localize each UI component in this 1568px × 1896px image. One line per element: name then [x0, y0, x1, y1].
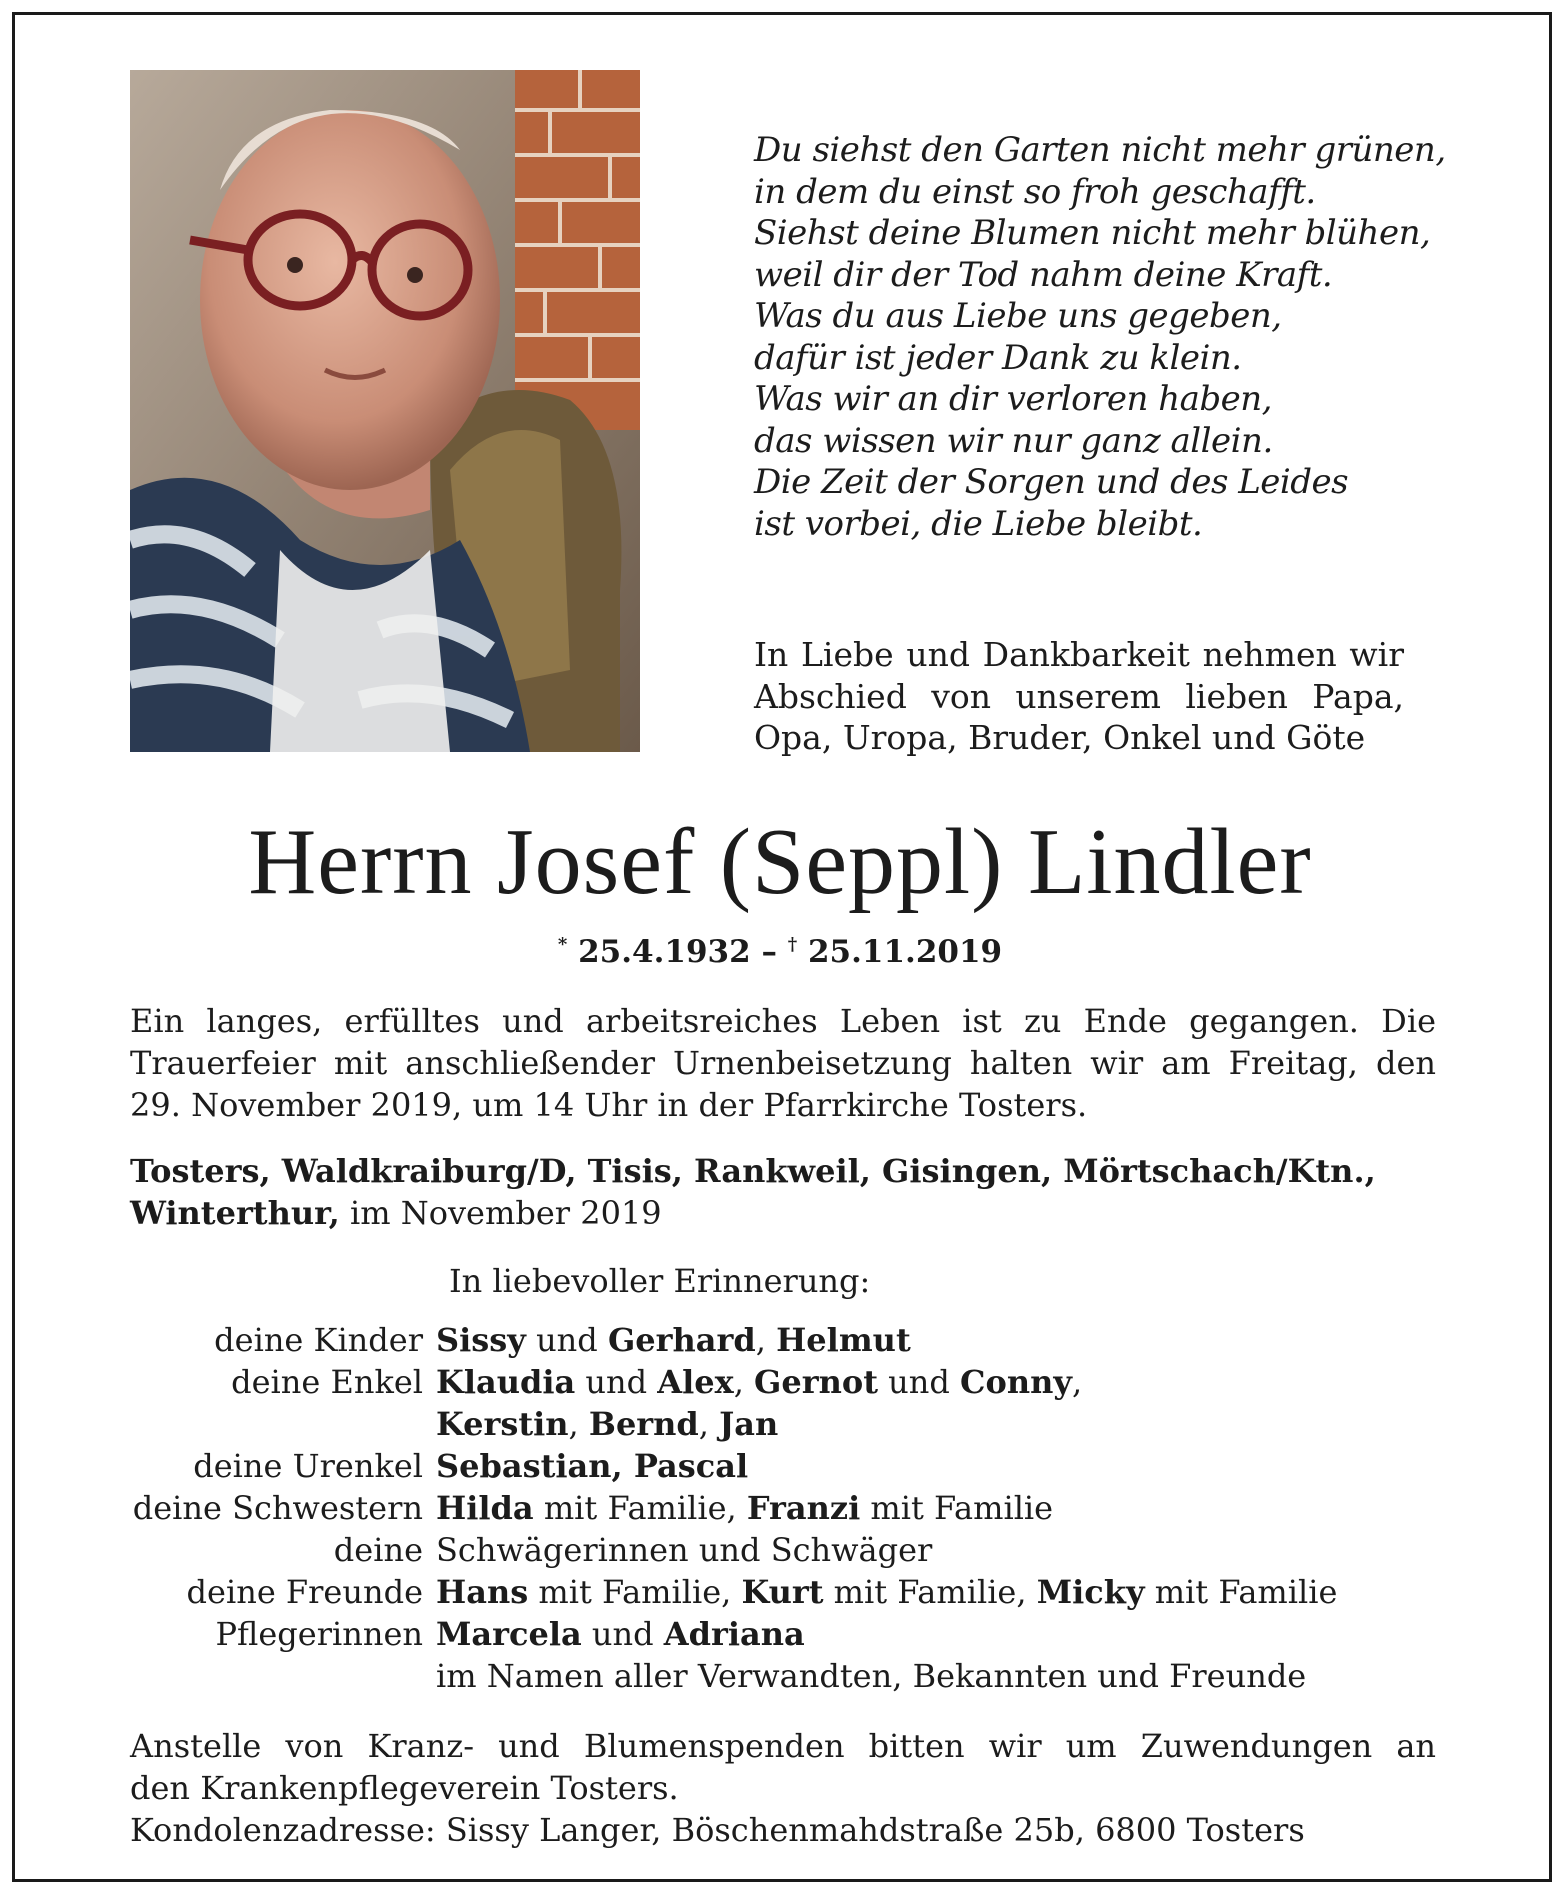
places-date: im November 2019: [339, 1194, 662, 1232]
portrait-photo: [130, 70, 640, 752]
deceased-name: Herrn Josef (Seppl) Lindler: [248, 810, 1312, 914]
death-symbol: †: [787, 934, 798, 955]
survivor-name: Gerhard: [607, 1321, 756, 1359]
paragraph-line: Trauerfeier mit anschließender Urnenbeisetzung halten wir am Freitag, den: [130, 1044, 1436, 1082]
intro-line: Abschied von unserem lieben Papa,: [754, 676, 1404, 716]
list-item: [130, 1655, 1510, 1697]
connector: ,: [733, 1363, 755, 1401]
poem-line: Was wir an dir verloren haben,: [754, 379, 1272, 419]
relation-label: Pflegerinnen: [215, 1615, 423, 1653]
birth-symbol: *: [557, 934, 568, 955]
relation-label: deine Kinder: [214, 1321, 423, 1359]
survivor-name: Micky: [1036, 1573, 1145, 1611]
closing-notes: [130, 1725, 1436, 1851]
survivor-name: Adriana: [663, 1615, 805, 1653]
connector: mit Familie,: [528, 1573, 742, 1611]
connector: ,: [755, 1321, 777, 1359]
list-item: [130, 1403, 1510, 1445]
survivor-name: Hilda: [436, 1489, 534, 1527]
list-item: [130, 1487, 1510, 1529]
relation-label: deine Freunde: [186, 1573, 423, 1611]
survivor-name: Sebastian, Pascal: [436, 1447, 749, 1485]
closing-line: Anstelle von Kranz- und Blumenspenden bitten wir um Zuwendungen an: [130, 1727, 1436, 1765]
funeral-paragraph: [130, 1000, 1436, 1126]
paragraph-line: 29. November 2019, um 14 Uhr in der Pfarrkirche Tosters.: [130, 1086, 1088, 1124]
survivor-name: Gernot: [754, 1363, 878, 1401]
life-dates: [130, 934, 1430, 970]
list-item: [130, 1319, 1510, 1361]
relation-label: deine Enkel: [231, 1363, 423, 1401]
connector: mit Familie,: [823, 1573, 1037, 1611]
poem-line: Siehst deine Blumen nicht mehr blühen,: [754, 213, 1431, 253]
portrait-illustration: [130, 70, 640, 752]
poem-line: dafür ist jeder Dank zu klein.: [754, 337, 1242, 378]
poem-line: ist vorbei, die Liebe bleibt.: [754, 503, 1203, 544]
memory-heading: In liebevoller Erinnerung:: [449, 1262, 871, 1300]
places-bold: Tosters, Waldkraiburg/D, Tisis, Rankweil, Gisingen, Mörtschach/Ktn.,: [130, 1152, 1376, 1190]
survivor-name: Franzi: [746, 1489, 861, 1527]
connector: ,: [1071, 1363, 1083, 1401]
survivors-list: [130, 1319, 1510, 1697]
survivor-text: im Namen aller Verwandten, Bekannten und Freunde: [436, 1657, 1307, 1695]
birth-date: 25.4.1932: [578, 934, 751, 970]
poem-line: Die Zeit der Sorgen und des Leides: [754, 462, 1349, 502]
list-item: [130, 1445, 1510, 1487]
survivor-name: Jan: [719, 1405, 779, 1443]
connector: und: [575, 1363, 658, 1401]
places-bold-2: Winterthur,: [130, 1194, 340, 1232]
poem-line: weil dir der Tod nahm deine Kraft.: [754, 254, 1333, 295]
places-line: [130, 1150, 1450, 1234]
survivor-name: Klaudia: [436, 1363, 576, 1401]
survivor-name: Bernd: [588, 1405, 699, 1443]
date-dash: –: [750, 934, 788, 970]
relation-label: deine Schwestern: [132, 1489, 423, 1527]
farewell-intro: [754, 634, 1404, 759]
poem-line: das wissen wir nur ganz allein.: [754, 420, 1273, 461]
connector: mit Familie: [860, 1489, 1054, 1527]
survivor-name: Alex: [657, 1363, 734, 1401]
intro-line: Opa, Uropa, Bruder, Onkel und Göte: [754, 718, 1366, 757]
death-date: 25.11.2019: [807, 934, 1003, 970]
list-item: [130, 1613, 1510, 1655]
survivor-text: Schwägerinnen und Schwäger: [436, 1531, 933, 1569]
survivor-name: Kurt: [741, 1573, 824, 1611]
list-item: [130, 1361, 1510, 1403]
intro-line: In Liebe und Dankbarkeit nehmen wir: [754, 635, 1404, 674]
poem-line: in dem du einst so froh geschafft.: [754, 171, 1316, 212]
list-item: [130, 1571, 1510, 1613]
paragraph-line: Ein langes, erfülltes und arbeitsreiches Leben ist zu Ende gegangen. Die: [130, 1002, 1436, 1040]
connector: und: [525, 1321, 608, 1359]
relation-label: deine: [333, 1531, 423, 1569]
connector: mit Familie,: [533, 1489, 747, 1527]
connector: und: [581, 1615, 664, 1653]
list-item: [130, 1529, 1510, 1571]
poem-line: Was du aus Liebe uns gegeben,: [754, 296, 1282, 336]
survivor-name: Helmut: [776, 1321, 911, 1359]
connector: ,: [568, 1405, 589, 1443]
survivor-name: Sissy: [436, 1321, 526, 1359]
survivor-name: Kerstin: [436, 1405, 569, 1443]
relation-label: deine Urenkel: [193, 1447, 423, 1485]
connector: und: [877, 1363, 961, 1401]
connector: mit Familie: [1144, 1573, 1338, 1611]
connector: ,: [698, 1405, 720, 1443]
poem-line: Du siehst den Garten nicht mehr grünen,: [754, 130, 1446, 170]
condolence-address: Kondolenzadresse: Sissy Langer, Böschenmahdstraße 25b, 6800 Tosters: [130, 1811, 1305, 1849]
poem: [754, 130, 1474, 545]
survivor-name: Marcela: [436, 1615, 582, 1653]
closing-line: den Krankenpflegeverein Tosters.: [130, 1769, 679, 1807]
survivor-name: Conny: [960, 1363, 1072, 1401]
survivor-name: Hans: [436, 1573, 529, 1611]
